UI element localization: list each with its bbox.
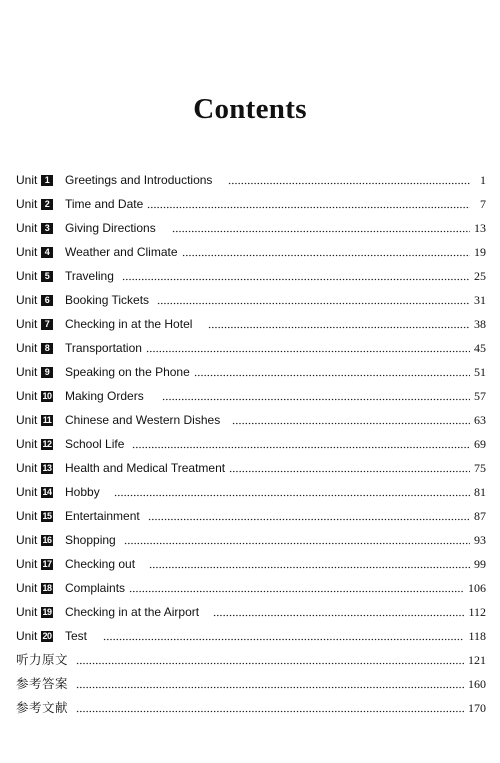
unit-title: Weather and Climate <box>65 245 178 259</box>
page-number: 81 <box>474 485 486 499</box>
unit-number-badge: 17 <box>42 558 52 569</box>
dot-leader <box>182 240 471 264</box>
dot-leader <box>129 576 464 600</box>
unit-title: Chinese and Western Dishes <box>65 413 221 427</box>
page-number: 106 <box>468 581 486 595</box>
dot-leader <box>76 648 464 672</box>
dot-leader <box>122 264 470 288</box>
dot-leader <box>157 288 470 312</box>
toc-entry-appendix[interactable] <box>16 672 486 696</box>
toc-entry[interactable] <box>16 360 486 384</box>
toc-entry[interactable] <box>16 576 486 600</box>
appendix-title: 参考文献 <box>16 700 69 715</box>
toc-entry[interactable] <box>16 504 486 528</box>
unit-title: Checking in at the Airport <box>65 605 200 619</box>
page-number: 63 <box>474 413 486 427</box>
unit-label: Unit <box>16 365 38 379</box>
unit-title: Checking out <box>65 557 136 571</box>
unit-label: Unit <box>16 533 38 547</box>
page-number: 160 <box>468 677 486 691</box>
toc-entry[interactable] <box>16 480 486 504</box>
toc-entry[interactable] <box>16 216 486 240</box>
unit-label: Unit <box>16 173 38 187</box>
toc-entry[interactable] <box>16 552 486 576</box>
unit-title: Time and Date <box>65 197 144 211</box>
unit-title: Complaints <box>65 581 126 595</box>
page-number: 75 <box>474 461 486 475</box>
unit-label: Unit <box>16 413 38 427</box>
unit-label: Unit <box>16 461 38 475</box>
unit-title: Traveling <box>65 269 114 283</box>
unit-title: Making Orders <box>65 389 144 403</box>
page-number: 69 <box>474 437 486 451</box>
toc-entry[interactable] <box>16 312 486 336</box>
unit-label: Unit <box>16 605 38 619</box>
dot-leader <box>114 480 470 504</box>
unit-number-badge: 11 <box>42 414 52 425</box>
page-number: 13 <box>474 221 486 235</box>
dot-leader <box>208 312 470 336</box>
page-number: 31 <box>474 293 486 307</box>
dot-leader <box>132 432 470 456</box>
unit-title: School Life <box>65 437 125 451</box>
dot-leader <box>194 360 470 384</box>
unit-label: Unit <box>16 221 38 235</box>
page-number: 57 <box>474 389 486 403</box>
unit-title: Greetings and Introductions <box>65 173 213 187</box>
unit-number-badge: 10 <box>42 390 52 401</box>
unit-number-badge: 15 <box>42 510 52 521</box>
page-title: Contents <box>193 93 307 125</box>
dot-leader <box>149 552 470 576</box>
dot-leader <box>76 672 464 696</box>
unit-number-badge: 18 <box>42 582 52 593</box>
unit-number-badge: 6 <box>41 295 53 306</box>
toc-entry[interactable] <box>16 456 486 480</box>
dot-leader <box>146 336 470 360</box>
unit-label: Unit <box>16 557 38 571</box>
unit-title: Speaking on the Phone <box>65 365 190 379</box>
unit-title: Transportation <box>65 341 142 355</box>
toc-entry[interactable] <box>16 408 486 432</box>
unit-number-badge: 8 <box>41 343 53 354</box>
unit-number-badge: 2 <box>41 199 53 210</box>
dot-leader <box>76 696 464 720</box>
unit-number-badge: 9 <box>41 367 53 378</box>
unit-label: Unit <box>16 437 38 451</box>
unit-number-badge: 1 <box>41 175 53 186</box>
dot-leader <box>148 504 470 528</box>
page-number: 19 <box>474 245 486 259</box>
unit-number-badge: 13 <box>42 462 52 473</box>
unit-title: Giving Directions <box>65 221 156 235</box>
unit-label: Unit <box>16 269 38 283</box>
table-of-contents <box>16 168 486 720</box>
toc-entry[interactable] <box>16 384 486 408</box>
unit-number-badge: 4 <box>41 247 53 258</box>
unit-title: Health and Medical Treatment <box>65 461 226 475</box>
dot-leader <box>229 456 470 480</box>
dot-leader <box>228 168 470 192</box>
page-number: 170 <box>468 701 486 715</box>
dot-leader <box>172 216 470 240</box>
dot-leader <box>147 192 470 216</box>
unit-label: Unit <box>16 245 38 259</box>
page-number: 1 <box>480 173 486 187</box>
page-number: 118 <box>468 629 486 643</box>
appendix-title: 参考答案 <box>16 676 69 691</box>
unit-label: Unit <box>16 629 38 643</box>
unit-title: Hobby <box>65 485 100 499</box>
page-number: 93 <box>474 533 486 547</box>
unit-number-badge: 19 <box>42 606 52 617</box>
dot-leader <box>103 624 464 648</box>
unit-label: Unit <box>16 485 38 499</box>
toc-entry[interactable] <box>16 168 486 192</box>
unit-number-badge: 16 <box>42 534 52 545</box>
page-number: 51 <box>474 365 486 379</box>
unit-number-badge: 5 <box>41 271 53 282</box>
page-number: 38 <box>474 317 486 331</box>
unit-number-badge: 14 <box>42 486 52 497</box>
unit-label: Unit <box>16 293 38 307</box>
toc-entry[interactable] <box>16 288 486 312</box>
toc-entry[interactable] <box>16 624 486 648</box>
dot-leader <box>213 600 464 624</box>
unit-label: Unit <box>16 197 38 211</box>
unit-label: Unit <box>16 317 38 331</box>
toc-entry-appendix[interactable] <box>16 696 486 720</box>
unit-number-badge: 20 <box>42 630 52 641</box>
dot-leader <box>232 408 470 432</box>
toc-entry[interactable] <box>16 528 486 552</box>
toc-entry[interactable] <box>16 432 486 456</box>
unit-title: Entertainment <box>65 509 140 523</box>
page-number: 99 <box>474 557 486 571</box>
unit-title: Shopping <box>65 533 116 547</box>
dot-leader <box>162 384 470 408</box>
unit-label: Unit <box>16 341 38 355</box>
toc-entry-appendix[interactable] <box>16 648 486 672</box>
page-number: 45 <box>474 341 486 355</box>
toc-entry[interactable] <box>16 264 486 288</box>
toc-entry[interactable] <box>16 192 486 216</box>
unit-label: Unit <box>16 389 38 403</box>
dot-leader <box>124 528 470 552</box>
unit-label: Unit <box>16 509 38 523</box>
unit-label: Unit <box>16 581 38 595</box>
unit-number-badge: 12 <box>42 438 52 449</box>
page-number: 121 <box>468 653 486 667</box>
appendix-title: 听力原文 <box>16 652 69 667</box>
page-number: 7 <box>480 197 486 211</box>
unit-number-badge: 7 <box>41 319 53 330</box>
page-number: 25 <box>474 269 486 283</box>
page-number: 112 <box>468 605 486 619</box>
toc-entry[interactable] <box>16 336 486 360</box>
unit-title: Checking in at the Hotel <box>65 317 193 331</box>
toc-entry[interactable] <box>16 240 486 264</box>
toc-entry[interactable] <box>16 600 486 624</box>
unit-title: Booking Tickets <box>65 293 150 307</box>
unit-number-badge: 3 <box>41 223 53 234</box>
page-number: 87 <box>474 509 486 523</box>
unit-title: Test <box>65 629 88 643</box>
